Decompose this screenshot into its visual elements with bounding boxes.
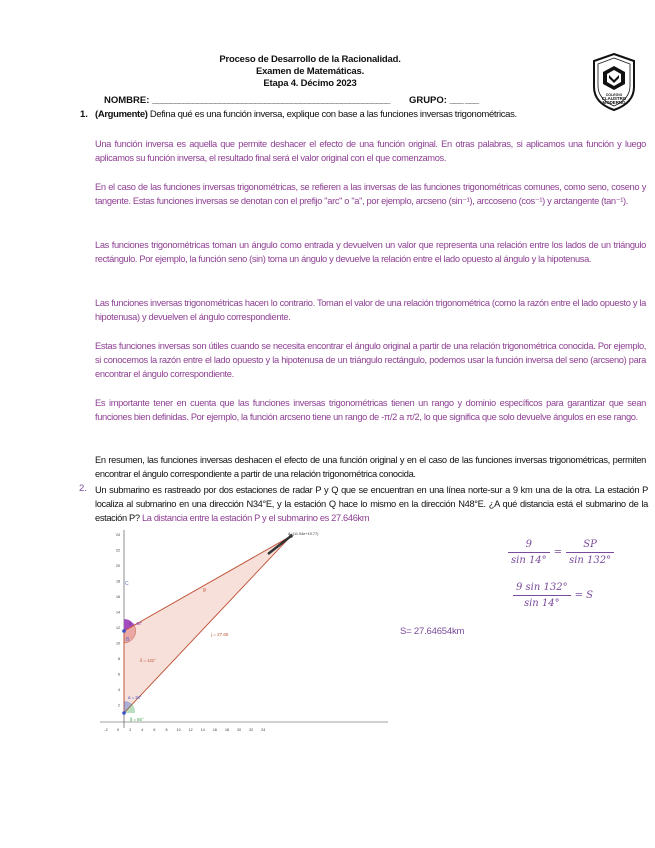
label-alpha: α = 34°: [128, 695, 142, 700]
x-tick-label: 24: [261, 728, 266, 732]
logo-text-1: COLEGIO: [605, 93, 623, 97]
y-tick-label: 14: [116, 610, 120, 615]
nombre-field[interactable]: _____________________________________________________: [152, 95, 390, 106]
formula-law-of-sines: [508, 539, 614, 566]
y-tick-label: 16: [116, 595, 120, 599]
label-beta: β = 56°: [130, 717, 144, 722]
q1-answer-paragraph-1: Una función inversa es aquella que permite deshacer el efecto de una función original. En otras palabras, si aplicamos una función y luego aplicamos su función inversa, el resultado final será el valor original con el que comenzamos.: [95, 139, 646, 163]
y-tick-label: 20: [116, 564, 120, 568]
f1-numerator: 9: [508, 539, 550, 553]
y-tick-labels: [116, 533, 120, 708]
q2-number: 2.: [79, 483, 87, 494]
y-tick-label: 2: [118, 703, 120, 708]
f2-equals: = S: [574, 590, 593, 601]
x-tick-label: 22: [249, 728, 254, 732]
f1-equals: =: [553, 547, 563, 558]
q1-summary-paragraph: En resumen, las funciones inversas deshacen el efecto de una función original y en el caso de las funciones inversas trigonométricas, permiten encontrar el ángulo correspondiente a partir de una relación trigonométrica conocida.: [95, 455, 646, 479]
header-line-3: Etapa 4. Décimo 2023: [263, 78, 357, 89]
x-tick-label: -2: [104, 728, 108, 732]
x-tick-label: 6: [153, 728, 156, 732]
x-tick-label: 16: [212, 728, 217, 732]
y-tick-label: 22: [116, 548, 120, 553]
logo-text-3: MODERNO: [602, 100, 626, 106]
label-b: B: [126, 637, 130, 643]
name-row: [104, 95, 478, 106]
x-tick-label: 2: [129, 728, 132, 732]
q1-number: 1.: [80, 109, 88, 120]
vertex-p: [122, 711, 126, 715]
f1-right-denominator: sin 132°: [569, 555, 612, 566]
x-tick-label: 20: [237, 728, 242, 732]
q1-answer-paragraph-2: En el caso de las funciones inversas trigonométricas, se refieren a las inversas de las funciones trigonométricas comunes, como seno, coseno y tangente. Estas funciones inversas se denotan con el prefijo "arc" o "a", por ejemplo, arcseno (sin⁻¹), arccoseno (cos⁻¹) y arctangente (tan⁻¹).: [95, 182, 646, 206]
y-tick-label: 24: [116, 533, 120, 537]
x-tick-label: 10: [176, 728, 181, 732]
grupo-field[interactable]: ___ ___: [449, 95, 479, 106]
x-tick-label: 4: [141, 728, 144, 732]
y-tick-label: 8: [118, 657, 120, 661]
result-distance: S= 27.64654km: [400, 626, 465, 637]
y-tick-label: 12: [116, 626, 120, 630]
q1-answer-paragraph-6: Es importante tener en cuenta que las funciones inversas trigonométricas tienen un rango y dominio específicos para garantizar que sean funciones bien definidas. Por ejemplo, la función arcseno tiene un rango de -π/2 a π/2, lo que significa que solo devuelve ángulos en ese rango.: [95, 398, 646, 422]
label-c: C: [125, 581, 129, 587]
x-tick-label: 18: [225, 728, 229, 732]
y-tick-label: 4: [118, 688, 120, 692]
triangle-figure: [98, 528, 398, 738]
q1-prompt-text: Defina qué es una función inversa, explique con base a las funciones inversas trigonométricas.: [147, 109, 517, 120]
header-line-2: Examen de Matemáticas.: [255, 66, 365, 77]
x-tick-labels: [104, 728, 265, 732]
q1-prompt: [95, 109, 650, 120]
f2-denominator: sin 14°: [523, 598, 560, 609]
f2-numerator: 9 sin 132°: [513, 582, 571, 596]
x-tick-label: 0: [117, 728, 120, 732]
nombre-label: NOMBRE:: [104, 95, 150, 106]
label-top-point: A=(11.94e+19.77): [288, 532, 319, 536]
y-tick-label: 6: [118, 672, 120, 677]
logo-text-2: CLAUSTRO: [601, 96, 627, 102]
y-tick-label: 18: [116, 579, 120, 584]
q2-prompt: [95, 483, 648, 525]
x-tick-label: 14: [200, 728, 205, 732]
f1-right-numerator: SP: [566, 539, 614, 553]
vertex-q: [122, 629, 126, 633]
q1-tag: (Argumente): [95, 109, 148, 120]
school-logo: [592, 53, 636, 111]
submarine-pointer: [268, 536, 291, 554]
f1-denominator: sin 14°: [511, 555, 547, 566]
label-j: j = 27.65: [211, 632, 229, 637]
label-delta: δ = 132°: [140, 658, 156, 663]
y-tick-label: 10: [116, 641, 120, 646]
x-tick-label: 12: [188, 728, 193, 732]
q1-answer-paragraph-3: Las funciones trigonométricas toman un ángulo como entrada y devuelven un valor que representa una relación entre los lados de un triángulo rectángulo. Por ejemplo, la función seno (sin) toma un ángulo y devuelve la relación entre el lado opuesto al ángulo y la hipotenusa.: [95, 240, 646, 264]
q2-prompt-text: Un submarino es rastreado por dos estaciones de radar P y Q que se encuentran en una línea norte-sur a 9 km una de la otra. La estación P localiza al submarino en una dirección N34°E, y la estación Q hace lo mismo en la dirección N48°E. ¿A qué distancia está el submarino de la estación P?: [95, 485, 648, 523]
header-line-1: Proceso de Desarrollo de la Racionalidad.: [219, 54, 401, 65]
label-g: g: [203, 587, 206, 593]
q1-answer-paragraph-5: Estas funciones inversas son útiles cuando se necesita encontrar el ángulo original a partir de una relación trigonométrica conocida. Por ejemplo, si conocemos la razón entre el lado opuesto y la hipotenusa de un triángulo rectángulo, podemos usar la función inversa del seno (arcseno) para encontrar el ángulo correspondiente.: [95, 341, 646, 379]
q1-answer-paragraph-4: Las funciones inversas trigonométricas hacen lo contrario. Toman el valor de una relación trigonométrica (como la razón entre el lado opuesto y la hipotenusa) y devuelven el ángulo correspondiente.: [95, 298, 646, 322]
grupo-label: GRUPO:: [408, 95, 447, 106]
label-gamma: γ = 48°: [129, 621, 143, 626]
x-tick-label: 8: [165, 728, 168, 732]
formula-solve: [513, 582, 597, 609]
q2-answer: La distancia entre la estación P y el submarino es 27.646km: [139, 513, 370, 523]
